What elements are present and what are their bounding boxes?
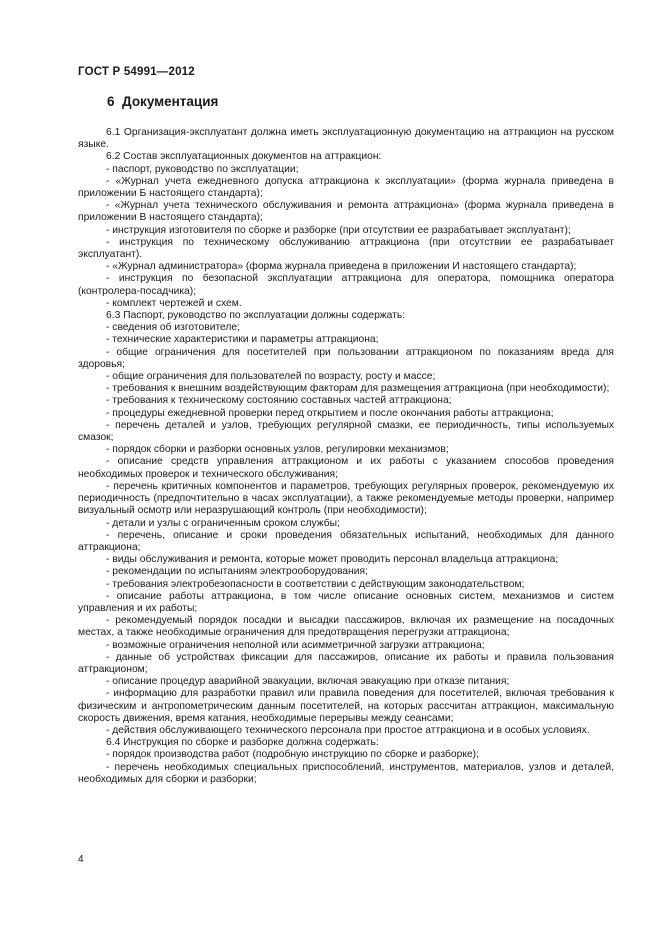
list-item: - процедуры ежедневной проверки перед открытием и после окончания работы аттракциона; — [106, 407, 554, 419]
list-item: - виды обслуживания и ремонта, которые может проводить персонал владельца аттракциона; — [106, 554, 559, 566]
standard-header: ГОСТ Р 54991—2012 — [78, 66, 195, 78]
list-item: - перечень, описание и сроки проведения обязательных испытаний, необходимых для данного аттракциона; — [78, 529, 614, 553]
list-item: - перечень критичных компонентов и параметров, требующих регулярных проверок, рекомендуемую их периодичность (предпочтительно в часах эксплуатации), а также рекомендуемые методы проверки, например визуальный осмотр или неразрушающий контроль (при необходимости); — [78, 480, 614, 517]
list-item: - рекомендации по испытаниям электрооборудования; — [106, 566, 368, 578]
list-item: - инструкция по безопасной эксплуатации аттракциона для оператора, помощника оператора (контролера-посадчика); — [78, 273, 614, 297]
list-item: - действия обслуживающего технического персонала при простое аттракциона и в особых условиях. — [106, 724, 590, 736]
list-item: - порядок сборки и разборки основных узлов, регулировки механизмов; — [106, 444, 449, 456]
paragraph: 6.2 Состав эксплуатационных документов на аттракцион: — [106, 151, 382, 163]
list-item: - технические характеристики и параметры аттракциона; — [106, 334, 379, 346]
paragraph: 6.1 Организация-эксплуатант должна иметь эксплуатационную документацию на аттракцион на русском языке. — [78, 127, 614, 151]
list-item: - порядок производства работ (подробную инструкцию по сборке и разборке); — [106, 749, 479, 761]
list-item: - требования к техническому состоянию составных частей аттракциона; — [106, 395, 452, 407]
list-item: - требования к внешним воздействующим факторам для размещения аттракциона (при необходимости); — [106, 383, 610, 395]
section-heading — [107, 94, 218, 109]
list-item: - общие ограничения для пользователей по возрасту, росту и массе; — [106, 371, 436, 383]
list-item: - инструкция изготовителя по сборке и разборке (при отсутствии ее разрабатывает эксплуатант); — [106, 224, 571, 236]
list-item: - перечень деталей и узлов, требующих регулярной смазки, ее периодичность, типы используемых смазок; — [78, 419, 614, 444]
list-item: - описание работы аттракциона, в том числе описание основных систем, механизмов и систем управления и их работы; — [78, 590, 614, 614]
paragraph: 6.4 Инструкция по сборке и разборке должна содержать: — [106, 737, 379, 749]
list-item: - описание средств управления аттракционом и их работы с указанием способов проведения необходимых проверок и технического обслуживания; — [78, 456, 614, 480]
paragraph: 6.3 Паспорт, руководство по эксплуатации должны содержать: — [106, 310, 406, 322]
list-item: - требования электробезопасности в соответствии с действующим законодательством; — [106, 578, 525, 590]
section-body — [78, 127, 614, 786]
list-item: - рекомендуемый порядок посадки и высадки пассажиров, включая их размещение на посадочных местах, а также необходимые ограничения для предотвращения перегрузки аттракциона; — [78, 615, 614, 639]
page-number: 4 — [78, 854, 84, 865]
list-item: - возможные ограничения неполной или асимметричной загрузки аттракциона; — [106, 639, 485, 651]
list-item: - детали и узлы с ограниченным сроком службы; — [106, 517, 340, 529]
section-title: Документация — [122, 94, 219, 109]
list-item: - инструкция по техническому обслуживанию аттракциона (при отсутствии ее разрабатывает эксплуатант). — [78, 236, 614, 261]
list-item: - перечень необходимых специальных приспособлений, инструментов, материалов, узлов и деталей, необходимых для сборки и разборки; — [78, 761, 614, 785]
list-item: - «Журнал учета ежедневного допуска аттракциона к эксплуатации» (форма журнала приведена в приложении Б настоящего стандарта); — [78, 175, 614, 200]
list-item: - сведения об изготовителе; — [106, 322, 241, 334]
list-item: - данные об устройствах фиксации для пассажиров, описание их работы и правила пользования аттракционом; — [78, 651, 614, 675]
list-item: - описание процедур аварийной эвакуации, включая эвакуацию при отказе питания; — [106, 676, 510, 688]
list-item: - информацию для разработки правил или правила поведения для посетителей, включая требования к физическим и антропометрическим данным посетителей, на которых рассчитан аттракцион, максимальную скорость движения, время катания, необходимые перерывы между сеансами; — [78, 688, 614, 724]
list-item: - паспорт, руководство по эксплуатации; — [106, 163, 299, 175]
list-item: - общие ограничения для посетителей при пользовании аттракционом по показаниям вреда для здоровья; — [78, 346, 614, 370]
list-item: - «Журнал учета технического обслуживания и ремонта аттракциона» (форма журнала приведена в приложении В настоящего стандарта); — [78, 200, 614, 224]
list-item: - комплект чертежей и схем. — [106, 297, 242, 309]
list-item: - «Журнал администратора» (форма журнала приведена в приложении И настоящего стандарта); — [106, 261, 577, 273]
section-number: 6 — [107, 94, 115, 109]
